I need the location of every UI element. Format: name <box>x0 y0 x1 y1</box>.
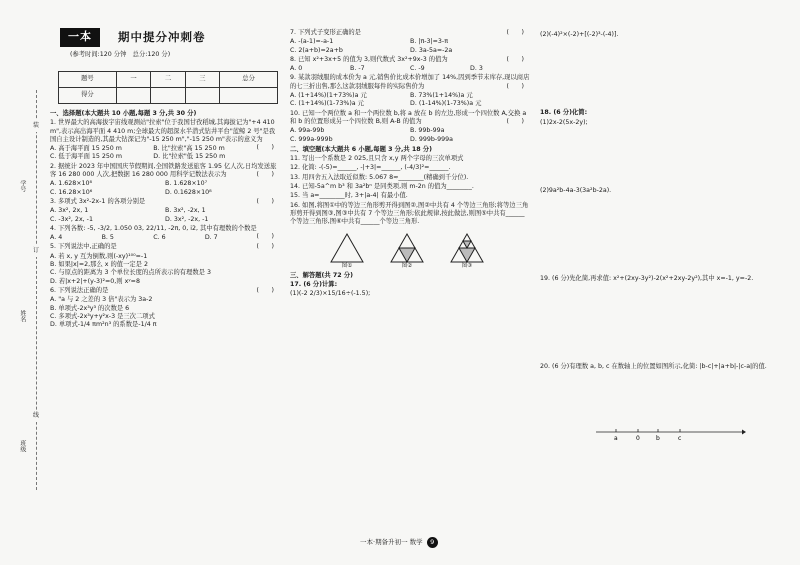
numline-label-c: c <box>678 435 682 442</box>
question-5: 5. 下列说法中,正确的是 ( ) <box>50 243 274 251</box>
option: B. |π-3|=3-π <box>410 38 448 46</box>
option: B. 3x², -2x, 1 <box>165 207 206 215</box>
section-choice-title: 一、选择题(本大题共 10 小题,每题 3 分,共 30 分) <box>50 110 197 117</box>
option: C. 16.28×10⁶ <box>50 188 93 196</box>
footer-text: 一本·期备升初一 数学 <box>360 538 423 547</box>
score-cell: 总分 <box>220 72 278 88</box>
option: B. 如果|x|=2,那么 x 的值一定是 2 <box>50 261 148 269</box>
question-2: 2. 据统计 2023 年中国国庆节假期间,全国铁路发送旅客 1.95 亿人次,日均发送旅客 16 280 000 人次,把数据 16 280 000 用科学记数法表示为 ( ) <box>50 162 277 179</box>
score-table-score-row <box>59 88 278 104</box>
option: C. 2(a+b)=2a+b <box>290 46 343 54</box>
option: B. -7 <box>350 65 365 73</box>
figure-label: 图① <box>341 262 353 269</box>
question-19: 19. (6 分)先化简,再求值: x²+(2xy-3y²)-2(x²+2xy-2y²),其中 x=-1, y=-2. <box>540 275 754 283</box>
score-cell <box>116 88 150 104</box>
option: A. (1+14%)(1+73%)a 元 <box>290 92 367 100</box>
triangle-figures <box>330 233 530 270</box>
seal-char-3: 线 <box>33 410 39 422</box>
question-18: 18. (6 分)化简: <box>540 109 588 117</box>
option: A. "a 与 2 之差的 3 倍"表示为 3a-2 <box>50 296 153 304</box>
question-5-options <box>50 253 280 286</box>
question-9-options <box>290 92 530 109</box>
score-cell <box>151 88 185 104</box>
question-4-options <box>50 234 256 242</box>
score-cell: 题号 <box>59 72 117 88</box>
option: D. 单项式-1/4 πm²n³ 的系数是-1/4 π <box>50 321 157 329</box>
numline-label-b: b <box>656 435 660 442</box>
option: C. 与原点的距离为 3 个单位长度的点所表示的有理数是 3 <box>50 269 211 277</box>
question-12: 12. 化简: -(-5)=______, -|+3|=______, (-4/3)²=______. <box>290 164 451 172</box>
figure-label: 图② <box>401 262 413 269</box>
option: A. 4 <box>50 234 63 242</box>
option: B. 单项式-2x³y³ 的次数是 6 <box>50 304 130 312</box>
question-10-options <box>290 127 530 144</box>
figure-1 <box>330 233 364 270</box>
question-8-options <box>290 65 530 73</box>
option: C. -3x², 2x, -1 <box>50 215 93 223</box>
question-15: 15. 当 a=________时, 3+|a-4| 有最小值. <box>290 192 408 200</box>
score-cell: 二 <box>151 72 185 88</box>
triangle-figure-icon <box>390 233 424 263</box>
seal-char-1: 装 <box>33 120 39 132</box>
option: A. 高于海平面 15 250 m <box>50 145 122 153</box>
number-line <box>596 426 746 442</box>
question-20: 20. (6 分)有理数 a, b, c 在数轴上的位置如图所示,化简: |b-c|+|a+b|-|c-a|的值. <box>540 363 767 371</box>
question-text: 2. 据统计 2023 年中国国庆节假期间,全国铁路发送旅客 1.95 亿人次,日均发送旅客 16 280 000 人次,把数据 16 280 000 用科学记数法表示为 <box>50 162 277 179</box>
class-label: 班级 <box>18 440 26 452</box>
option: C. 多项式-2x³y+y²x-3 是三次二项式 <box>50 312 155 320</box>
question-1: 1. 世界最大的高海拔宇宙线观测站"拉索"位于我国甘孜稻城,其海拔记为"+4 410 m",表示高出海平面 4 410 m;全球最大的超深水半潜式钻井平台"蓝鲸 2 号"是我国自主设计制造的,其最大钻深记为"-15 250 m","-15 250 m"表示的意义为 ( ) <box>50 119 276 152</box>
question-18-part-1: (1)2x-2(5x-2y); <box>540 118 588 126</box>
figure-2 <box>390 233 424 270</box>
option: D. 3x², -2x, -1 <box>165 215 209 223</box>
question-text: 8. 已知 x²+3x+5 的值为 3,则代数式 3x²+9x-3 的值为 <box>290 55 448 63</box>
question-text: 4. 下列各数: -5, -3/2, 1.050 03, 22/11, -2π, 0, i2, 其中有理数的个数是 <box>50 224 257 232</box>
question-7: 7. 下列式子变形正确的是 ( ) <box>290 29 524 36</box>
question-6: 6. 下列说法正确的是 ( ) <box>50 286 274 294</box>
option: B. 5 <box>101 234 114 242</box>
option: D. (1-14%)(1-73%)a 元 <box>410 100 482 108</box>
question-14: 14. 已知-5a^m b³ 和 3a²bⁿ 是同类项,则 m-2n 的值为________. <box>290 183 474 191</box>
binding-line <box>36 90 37 490</box>
option: D. 3a-5a=-2a <box>410 46 453 54</box>
binding-margin <box>0 90 44 490</box>
question-text: 9. 某款羽绒服的成本价为 a 元,销售价比成本价增加了 14%,因到季节末库存,现以商店的七三折出售,那么这款羽绒服每件的实际售价为 <box>290 74 530 90</box>
option: B. 比"拉索"高 15 250 m <box>153 145 225 153</box>
option: A. -(a-1)=-a-1 <box>290 38 334 46</box>
score-table <box>58 71 278 104</box>
score-cell: 得分 <box>59 88 117 104</box>
numline-label-a: a <box>614 435 618 442</box>
question-text: 1. 世界最大的高海拔宇宙线观测站"拉索"位于我国甘孜稻城,其海拔记为"+4 410 m",表示高出海平面 4 410 m;全球最大的超深水半潜式钻井平台"蓝鲸 2 号"是我国自主设计制造的,其最大钻深记为"-15 250 m","-15 250 m"表示的意义为 <box>50 119 276 143</box>
figure-3 <box>450 233 484 270</box>
question-4: 4. 下列各数: -5, -3/2, 1.050 03, 22/11, -2π, 0, i2, 其中有理数的个数是 ( ) <box>50 224 274 241</box>
figure-label: 图③ <box>461 262 473 269</box>
option: B. 1.628×10⁷ <box>165 180 208 188</box>
column-2 <box>290 28 530 300</box>
score-cell: 一 <box>116 72 150 88</box>
option: A. 1.628×10⁸ <box>50 180 93 188</box>
question-3-options <box>50 207 280 224</box>
question-text: 6. 下列说法正确的是 <box>50 286 109 294</box>
question-2-options <box>50 180 280 197</box>
question-text: 5. 下列说法中,正确的是 <box>50 243 117 251</box>
question-7-options <box>290 38 530 55</box>
option: C. -9 <box>410 65 425 73</box>
option: C. 低于海平面 15 250 m <box>50 153 123 161</box>
option: A. 3x², 2x, 1 <box>50 207 89 215</box>
option: D. 若|x+2|+(y-3)²=0,则 xʸ=8 <box>50 277 140 285</box>
name-label: 姓名 <box>18 310 26 322</box>
page-footer <box>360 537 438 548</box>
score-cell <box>185 88 219 104</box>
option: C. 6 <box>153 234 166 242</box>
question-17-part-1: (1)(-2 2/3)×15/16÷(-1.5); <box>290 290 371 298</box>
question-8: 8. 已知 x²+3x+5 的值为 3,则代数式 3x²+9x-3 的值为 ( ) <box>290 55 524 63</box>
question-text: 3. 多项式 3x²-2x-1 的各项分别是 <box>50 197 146 205</box>
section-answer-title: 三、解答题(共 72 分) <box>290 271 353 279</box>
score-cell <box>220 88 278 104</box>
question-1-options <box>50 145 256 162</box>
exam-header <box>60 28 206 47</box>
brand-logo: 一本 <box>60 28 100 47</box>
question-17-part-2: (2)(-4)²×(-2)+[(-2)³-(-4)]. <box>540 31 619 38</box>
option: C. 999a-999b <box>290 135 333 143</box>
score-table-header-row <box>59 72 278 88</box>
question-17: 17. (6 分)计算: <box>290 281 338 289</box>
section-fill-title: 二、填空题(本大题共 6 小题,每题 3 分,共 18 分) <box>290 145 432 153</box>
option: D. 999b-999a <box>410 135 454 143</box>
option: D. 比"拉索"低 15 250 m <box>153 153 226 161</box>
option: D. 0.1628×10⁸ <box>165 188 212 196</box>
option: D. 7 <box>204 234 218 242</box>
triangle-figure-icon <box>450 233 484 263</box>
question-10: 10. 已知一个两位数 a 和一个两位数 b,将 a 放在 b 的左边,形成一个四位数 A,交换 a 和 b 的位置形成另一个四位数 B,则 A-B 的值为 ( ) <box>290 109 527 125</box>
option: C. (1+14%)(1-73%)a 元 <box>290 100 364 108</box>
question-text: 10. 已知一个两位数 a 和一个两位数 b,将 a 放在 b 的左边,形成一个四位数 A,交换 a 和 b 的位置形成另一个四位数 B,则 A-B 的值为 <box>290 109 527 125</box>
page-number: 9 <box>427 537 438 548</box>
option: A. 99a-99b <box>290 127 325 135</box>
question-text: 7. 下列式子变形正确的是 <box>290 29 361 36</box>
option: D. 3 <box>470 65 483 73</box>
question-18-part-2: (2)9a²b-4a-3(3a²b-2a). <box>540 186 612 194</box>
triangle-figure-icon <box>330 233 364 263</box>
option: A. 若 x, y 互为倒数,则(-xy)¹⁰⁰=-1 <box>50 252 148 260</box>
score-cell: 三 <box>185 72 219 88</box>
question-11: 11. 写出一个系数是 2 025,且只含 x,y 两个字母的三次单项式 <box>290 155 464 163</box>
question-6-options <box>50 296 280 329</box>
column-3 <box>540 30 790 373</box>
question-3: 3. 多项式 3x²-2x-1 的各项分别是 ( ) <box>50 197 274 205</box>
question-16: 16. 如图,将图①中的等边三角形剪开得到图②,图②中共有 4 个等边三角形;将等边三角形剪开得到图③,图③中共有 7 个等边三角形;依此规律,按此做法,则图⑤中共有______个等边三角形,图⑥中共有______个等边三角形. <box>290 201 529 226</box>
option: B. 73%(1+14%)a 元 <box>410 92 473 100</box>
exam-meta: (参考时间:120 分钟 总分:120 分) <box>70 51 171 58</box>
column-1 <box>50 108 280 329</box>
numline-label-0: 0 <box>636 435 640 442</box>
exam-title: 期中提分冲刺卷 <box>118 29 206 44</box>
question-9: 9. 某款羽绒服的成本价为 a 元,销售价比成本价增加了 14%,因到季节末库存,现以商店的七三折出售,那么这款羽绒服每件的实际售价为 ( ) <box>290 74 530 90</box>
option: B. 99b-99a <box>410 127 445 135</box>
seal-char-2: 订 <box>33 245 39 257</box>
option: A. 0 <box>290 65 303 73</box>
question-13: 13. 用四舍五入法取近似数: 5.067 8≈________(精确到千分位). <box>290 173 469 181</box>
student-id-label: 学号 <box>18 180 26 192</box>
